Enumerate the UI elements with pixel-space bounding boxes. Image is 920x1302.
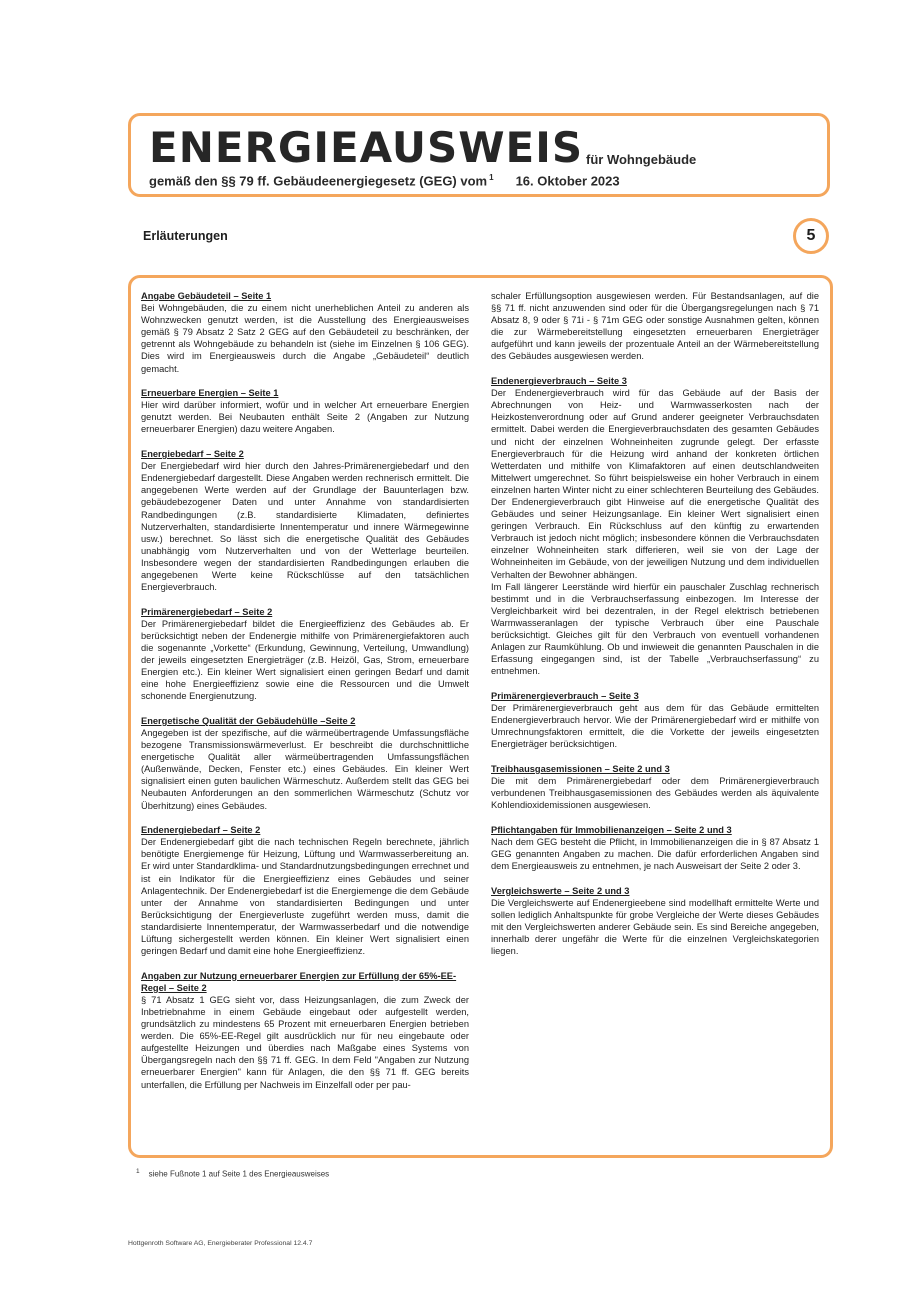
block-text: Der Primärenergieverbrauch geht aus dem für das Gebäude ermittelten Endenergieverbrauch hervor. Wie der Primärenergiebedarf wird er mithilfe von Umrechnungsfaktoren ermittelt, die die Vorkette der jeweils eingesetzten Energieträger berücksichtigen. [491, 703, 819, 750]
block-heading: Erneuerbare Energien – Seite 1 [141, 388, 279, 399]
block-text: Die Vergleichswerte auf Endenergieebene sind modellhaft ermittelte Werte und sollen lediglich Anhaltspunkte für grobe Vergleiche der Werte dieses Gebäudes mit den Vergleichswerten anderer Gebäude sein. Es sind Bereiche angegeben, innerhalb derer ungefähr die Werte für die einzelnen Vergleichskategorien liegen. [491, 897, 819, 957]
explanations-box [128, 275, 833, 1158]
block-text: Der Endenergieverbrauch wird für das Gebäude auf der Basis der Abrechnungen von Heiz- und Warmwasserkosten nach der Heizkostenverordnung oder auf Grund anderer geeigneter Verbrauchsdaten ermittelt. Dabei werden die Energieverbrauchsdaten des gesamten Gebäudes und nicht der einzelnen Wohneinheiten zugrunde gelegt. Der erfasste Energieverbrauch für die Heizung wird anhand der konkreten örtlichen Wetterdaten und mithilfe von Klimafaktoren auf einen deutschlandweiten Mittelwert umgerechnet. So führt beispielsweise ein hoher Verbrauch in einem einzelnen harten Winter nicht zu einer schlechteren Beurteilung des Gebäudes. Der Endenergieverbrauch gibt Hinweise auf die energetische Qualität des Gebäudes und seiner Heizungsanlage. Ein kleiner Wert signalisiert einen geringen Verbrauch. Ein Rückschluss auf den künftig zu erwartenden Verbrauch ist jedoch nicht möglich; insbesondere können die Verbrauchsdaten einzelner Wohneinheiten stark differieren, weil sie von der Lage der Wohneinheiten im Gebäude, von der jeweiligen Nutzung und dem individuellen Verhalten der Bewohner abhängen. [491, 388, 819, 580]
explanation-block [491, 824, 819, 872]
block-heading: Energiebedarf – Seite 2 [141, 449, 244, 460]
block-heading: Pflichtangaben für Immobilienanzeigen – Seite 2 und 3 [491, 824, 732, 835]
page-number-badge: 5 [793, 218, 829, 254]
explanation-block [491, 763, 819, 811]
footnote [136, 1168, 329, 1179]
issue-date: 16. Oktober 2023 [515, 173, 620, 189]
block-heading: Endenergieverbrauch – Seite 3 [491, 376, 627, 387]
block-text: Angegeben ist der spezifische, auf die wärmeübertragende Umfassungsfläche bezogene Transmissionswärmeverlust. Er beschreibt die durchschnittliche energetische Qualität aller wärmeübertragenden Umfassungsflächen (Außenwände, Decken, Fenster etc.) eines Gebäudes. Ein kleiner Wert signalisiert einen guten baulichen Wärmeschutz. Außerdem stellt das GEG bei Neubauten Anforderungen an den sommerlichen Wärmeschutz (Schutz vor Überhitzung) eines Gebäudes. [141, 728, 469, 811]
footnote-marker: 1 [489, 173, 494, 182]
block-heading: Angaben zur Nutzung erneuerbarer Energien zur Erfüllung der 65%-EE-Regel – Seite 2 [141, 970, 457, 993]
right-column [491, 290, 819, 970]
block-text: Der Energiebedarf wird hier durch den Jahres-Primärenergiebedarf und den Endenergiebedarf dargestellt. Diese Angaben werden rechnerisch ermittelt. Die angegebenen Werte werden auf der Grundlage der Bauunterlagen bzw. gebäudebezogener Daten und unter Annahme von standardisierten Randbedingungen (z.B. standardisierte Klimadaten, definiertes Nutzerverhalten, standardisierte Innentemperatur und innere Wärmegewinne usw.) berechnet. So lässt sich die energetische Qualität des Gebäudes unabhängig vom Nutzerverhalten und von der Wetterlage beurteilen. Insbesondere wegen der standardisierten Randbedingungen erlauben die angegebenen Werte keine Rückschlüsse auf den tatsächlichen Energieverbrauch. [141, 461, 469, 593]
block-text: Die mit dem Primärenergiebedarf oder dem Primärenergieverbrauch verbundenen Treibhausgasemissionen des Gebäudes werden als äquivalente Kohlendioxidemissionen ausgewiesen. [491, 775, 819, 811]
block-text: § 71 Absatz 1 GEG sieht vor, dass Heizungsanlagen, die zum Zweck der Inbetriebnahme in einem Gebäude eingebaut oder aufgestellt werden, grundsätzlich zu mindestens 65 Prozent mit erneuerbaren Energien betrieben werden. Die 65%-EE-Regel gilt ausdrücklich nur für neu eingebaute oder aufgestellte Heizungen und überdies nach Maßgabe eines Systems von Übergangsregeln nach den §§ 71 ff. GEG. In dem Feld "Angaben zur Nutzung erneuerbarer Energien" kann für Anlagen, die den §§ 71 ff. GEG bereits unterfallen, die Erfüllung per Nachweis im Einzelfall oder per pau- [141, 994, 469, 1090]
legal-basis-text: gemäß den §§ 79 ff. Gebäudeenergiegesetz (GEG) vom [149, 173, 488, 189]
explanation-block [141, 715, 469, 812]
document-title: ENERGIEAUSWEIS [149, 123, 584, 172]
block-text: schaler Erfüllungsoption ausgewiesen werden. Für Bestandsanlagen, auf die §§ 71 ff. nicht anzuwenden sind oder für die Übergangsregelungen nach § 71 Absatz 8, 9 oder § 71i - § 71m GEG oder sonstige Ausnahmen gelten, können die zur Wärmebereitstellung eingesetzten erneuerbaren Energieträger aufgeführt und kann jeweils der prozentuale Anteil an der Wärmebereitstellung des Gebäudes ausgewiesen werden. [491, 291, 819, 362]
explanation-block [141, 606, 469, 703]
header-box [128, 113, 830, 197]
explanation-block-continued [491, 290, 819, 363]
block-heading: Primärenergieverbrauch – Seite 3 [491, 690, 639, 701]
software-credit: Hottgenroth Software AG, Energieberater Professional 12.4.7 [128, 1240, 313, 1247]
block-text: Hier wird darüber informiert, wofür und in welcher Art erneuerbare Energien genutzt werden. Bei Neubauten enthält Seite 2 (Angaben zur Nutzung erneuerbarer Energien) dazu weitere Angaben. [141, 400, 469, 435]
explanation-block [141, 290, 469, 375]
section-heading: Erläuterungen [143, 229, 228, 243]
explanation-block [141, 824, 469, 957]
left-column [141, 290, 469, 1103]
block-text: Der Endenergiebedarf gibt die nach technischen Regeln berechnete, jährlich benötigte Energiemenge für Heizung, Lüftung und Warmwasserbereitung an. Er wird unter Standardklima- und Standardnutzungsbedingungen errechnet und ist ein Indikator für die Energieeffizienz eines Gebäudes und seiner Anlagentechnik. Der Endenergiebedarf ist die Energiemenge die dem Gebäude unter der Annahme von standardisierten Bedingungen und unter Berücksichtigung der Energieverluste zugeführt werden muss, damit die standardisierte Innentemperatur, der Warmwasserbedarf und die notwendige Lüftung sichergestellt werden können. Ein kleiner Wert signalisiert einen geringen Bedarf und damit eine hohe Energieeffizienz. [141, 837, 469, 957]
explanation-block [141, 448, 469, 593]
explanation-block [141, 970, 469, 1091]
explanation-block [141, 387, 469, 435]
legal-basis-line [149, 173, 620, 188]
explanation-block [491, 375, 819, 677]
block-text: Bei Wohngebäuden, die zu einem nicht unerheblichen Anteil zu anderen als Wohnzwecken genutzt werden, ist die Ausstellung des Energieausweises gemäß § 79 Absatz 2 Satz 2 GEG auf den Gebäudeteil zu beschränken, der getrennt als Wohngebäude zu behandeln ist (siehe im Einzelnen § 106 GEG). Dies wird im Energieausweis durch die Angabe „Gebäudeteil“ deutlich gemacht. [141, 303, 469, 374]
explanation-block [491, 885, 819, 958]
block-heading: Angabe Gebäudeteil – Seite 1 [141, 291, 272, 301]
document-subtitle: für Wohngebäude [586, 152, 697, 167]
block-heading: Vergleichswerte – Seite 2 und 3 [491, 885, 630, 896]
footnote-marker: 1 [136, 1168, 140, 1175]
block-text: Der Primärenergiebedarf bildet die Energieeffizienz des Gebäudes ab. Er berücksichtigt neben der Endenergie mithilfe von Primärenergiefaktoren auch die sogenannte „Vorkette“ (Erkundung, Gewinnung, Verteilung, Umwandlung) der jeweils eingesetzten Energieträger (z.B. Heizöl, Gas, Strom, erneuerbare Energien etc.). Ein kleiner Wert signalisiert einen geringen Bedarf und damit eine hohe Energieeffizienz sowie eine die Ressourcen und die Umwelt schonende Energienutzung. [141, 618, 469, 702]
block-text-continued: Im Fall längerer Leerstände wird hierfür ein pauschaler Zuschlag rechnerisch bestimmt und in die Verbrauchserfassung einbezogen. Im Interesse der Vergleichbarkeit wird bei dezentralen, in der Regel elektrisch betriebenen Warmwasseranlagen der typische Verbrauch über eine Pauschale berücksichtigt. Gleiches gilt für den Verbrauch von eventuell vorhandenen Anlagen zur Raumkühlung. Ob und inwieweit die genannten Pauschalen in die Erfassung eingegangen sind, ist der Tabelle „Verbrauchserfassung“ zu entnehmen. [491, 581, 819, 677]
block-heading: Primärenergiebedarf – Seite 2 [141, 606, 273, 617]
footnote-text: siehe Fußnote 1 auf Seite 1 des Energieausweises [148, 1169, 330, 1179]
block-heading: Treibhausgasemissionen – Seite 2 und 3 [491, 763, 670, 774]
block-text: Nach dem GEG besteht die Pflicht, in Immobilienanzeigen die in § 87 Absatz 1 GEG genannten Angaben zu machen. Die dafür erforderlichen Angaben sind dem Energieausweis zu entnehmen, je nach Ausweisart der Seite 2 oder 3. [491, 836, 819, 872]
block-heading: Energetische Qualität der Gebäudehülle –Seite 2 [141, 715, 356, 726]
explanation-block [491, 690, 819, 750]
block-heading: Endenergiebedarf – Seite 2 [141, 825, 261, 836]
